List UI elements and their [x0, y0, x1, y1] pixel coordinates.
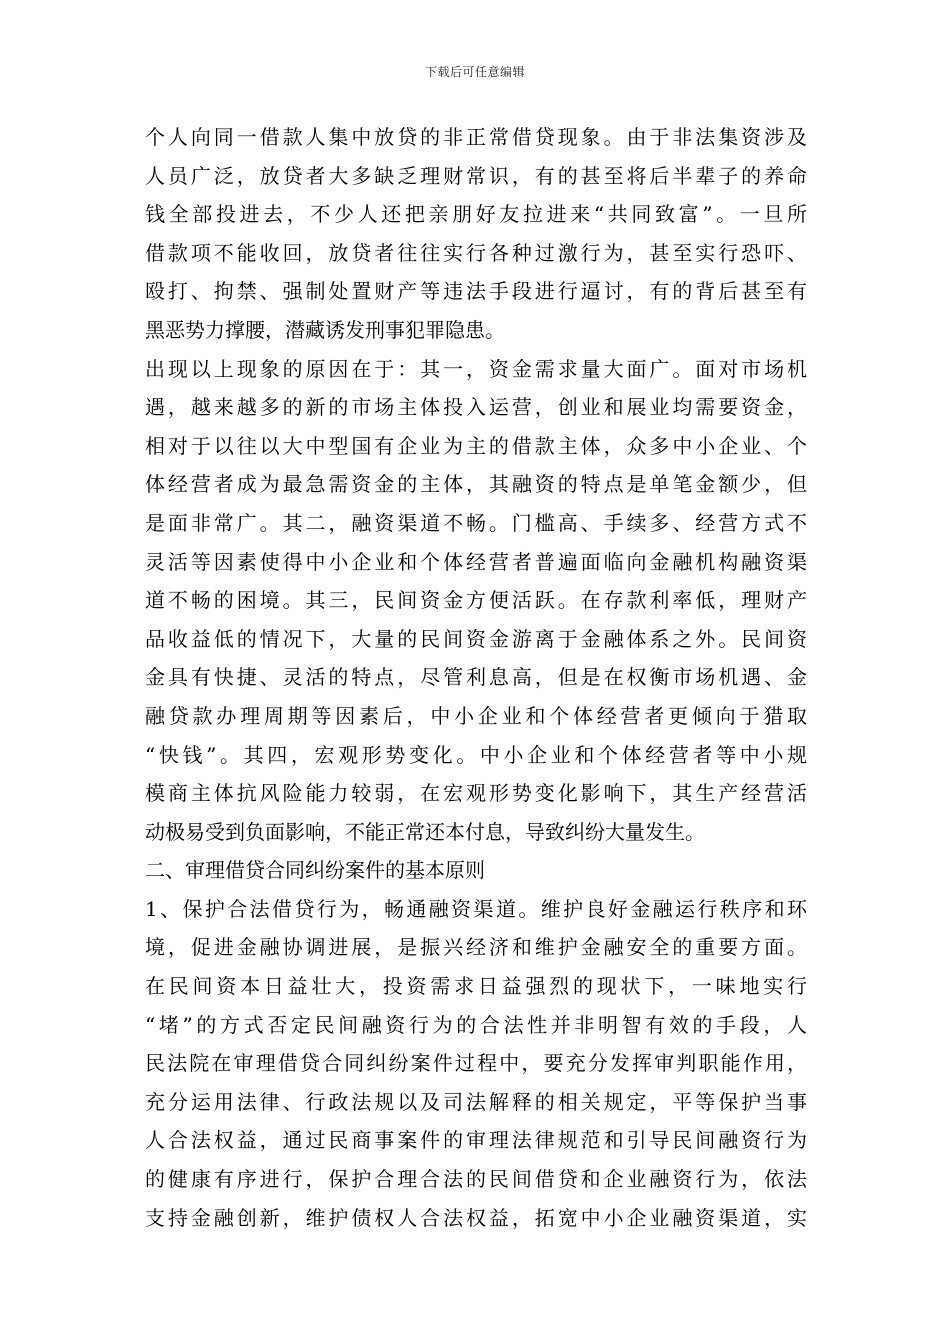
text-line: 人合法权益，通过民商事案件的审理法律规范和引导民间融资行为: [145, 1128, 807, 1153]
text-line: 是面非常广。其二，融资渠道不畅。门槛高、手续多、经营方式不: [145, 510, 807, 535]
text-line: 道不畅的困境。其三，民间资金方便活跃。在存款利率低，理财产: [145, 588, 807, 613]
text-line: 人员广泛，放贷者大多缺乏理财常识，有的甚至将后半辈子的养命: [145, 163, 807, 188]
text-line: 殴打、拘禁、强制处置财产等违法手段进行逼讨，有的背后甚至有: [145, 279, 807, 304]
text-line: 借款项不能收回，放贷者往往实行各种过激行为，甚至实行恐吓、: [145, 240, 807, 265]
text-line: 1、保护合法借贷行为，畅通融资渠道。维护良好金融运行秩序和环: [145, 896, 807, 921]
body-text: [145, 118, 807, 1237]
text-line: 品收益低的情况下，大量的民间资金游离于金融体系之外。民间资: [145, 626, 807, 651]
text-line: 钱全部投进去，不少人还把亲朋好友拉进来“共同致富”。一旦所: [145, 202, 807, 227]
text-line: 融贷款办理周期等因素后，中小企业和个体经营者更倾向于猎取: [145, 703, 807, 728]
text-line: 民法院在审理借贷合同纠纷案件过程中，要充分发挥审判职能作用，: [145, 1051, 807, 1076]
text-line: 支持金融创新，维护债权人合法权益，拓宽中小企业融资渠道，实: [145, 1205, 807, 1230]
text-line: 在民间资本日益壮大，投资需求日益强烈的现状下，一味地实行: [145, 974, 807, 999]
text-line: 灵活等因素使得中小企业和个体经营者普遍面临向金融机构融资渠: [145, 549, 807, 574]
text-line: “堵”的方式否定民间融资行为的合法性并非明智有效的手段，人: [145, 1012, 807, 1037]
page-header: 下载后可任意编辑: [424, 65, 525, 79]
text-line: 的健康有序进行，保护合理合法的民间借贷和企业融资行为，依法: [145, 1167, 807, 1192]
text-line: 黑恶势力撑腰，潜藏诱发刑事犯罪隐患。: [145, 317, 505, 342]
text-line: 相对于以往以大中型国有企业为主的借款主体，众多中小企业、个: [145, 433, 807, 458]
text-line: 动极易受到负面影响，不能正常还本付息，导致纠纷大量发生。: [145, 819, 705, 844]
text-line: 出现以上现象的原因在于：其一，资金需求量大面广。面对市场机: [145, 356, 807, 381]
text-line: 境，促进金融协调进展，是振兴经济和维护金融安全的重要方面。: [145, 935, 807, 960]
text-line: 体经营者成为最急需资金的主体，其融资的特点是单笔金额少，但: [145, 472, 807, 497]
text-line: 遇，越来越多的新的市场主体投入运营，创业和展业均需要资金，: [145, 395, 807, 420]
text-line: 个人向同一借款人集中放贷的非正常借贷现象。由于非法集资涉及: [145, 125, 807, 149]
section-heading: 二、审理借贷合同纠纷案件的基本原则: [145, 858, 485, 883]
text-line: 充分运用法律、行政法规以及司法解释的相关规定，平等保护当事: [145, 1089, 807, 1114]
text-line: 模商主体抗风险能力较弱，在宏观形势变化影响下，其生产经营活: [145, 781, 807, 806]
text-line: “快钱”。其四，宏观形势变化。中小企业和个体经营者等中小规: [145, 742, 807, 767]
text-line: 金具有快捷、灵活的特点，尽管利息高，但是在权衡市场机遇、金: [145, 665, 807, 690]
